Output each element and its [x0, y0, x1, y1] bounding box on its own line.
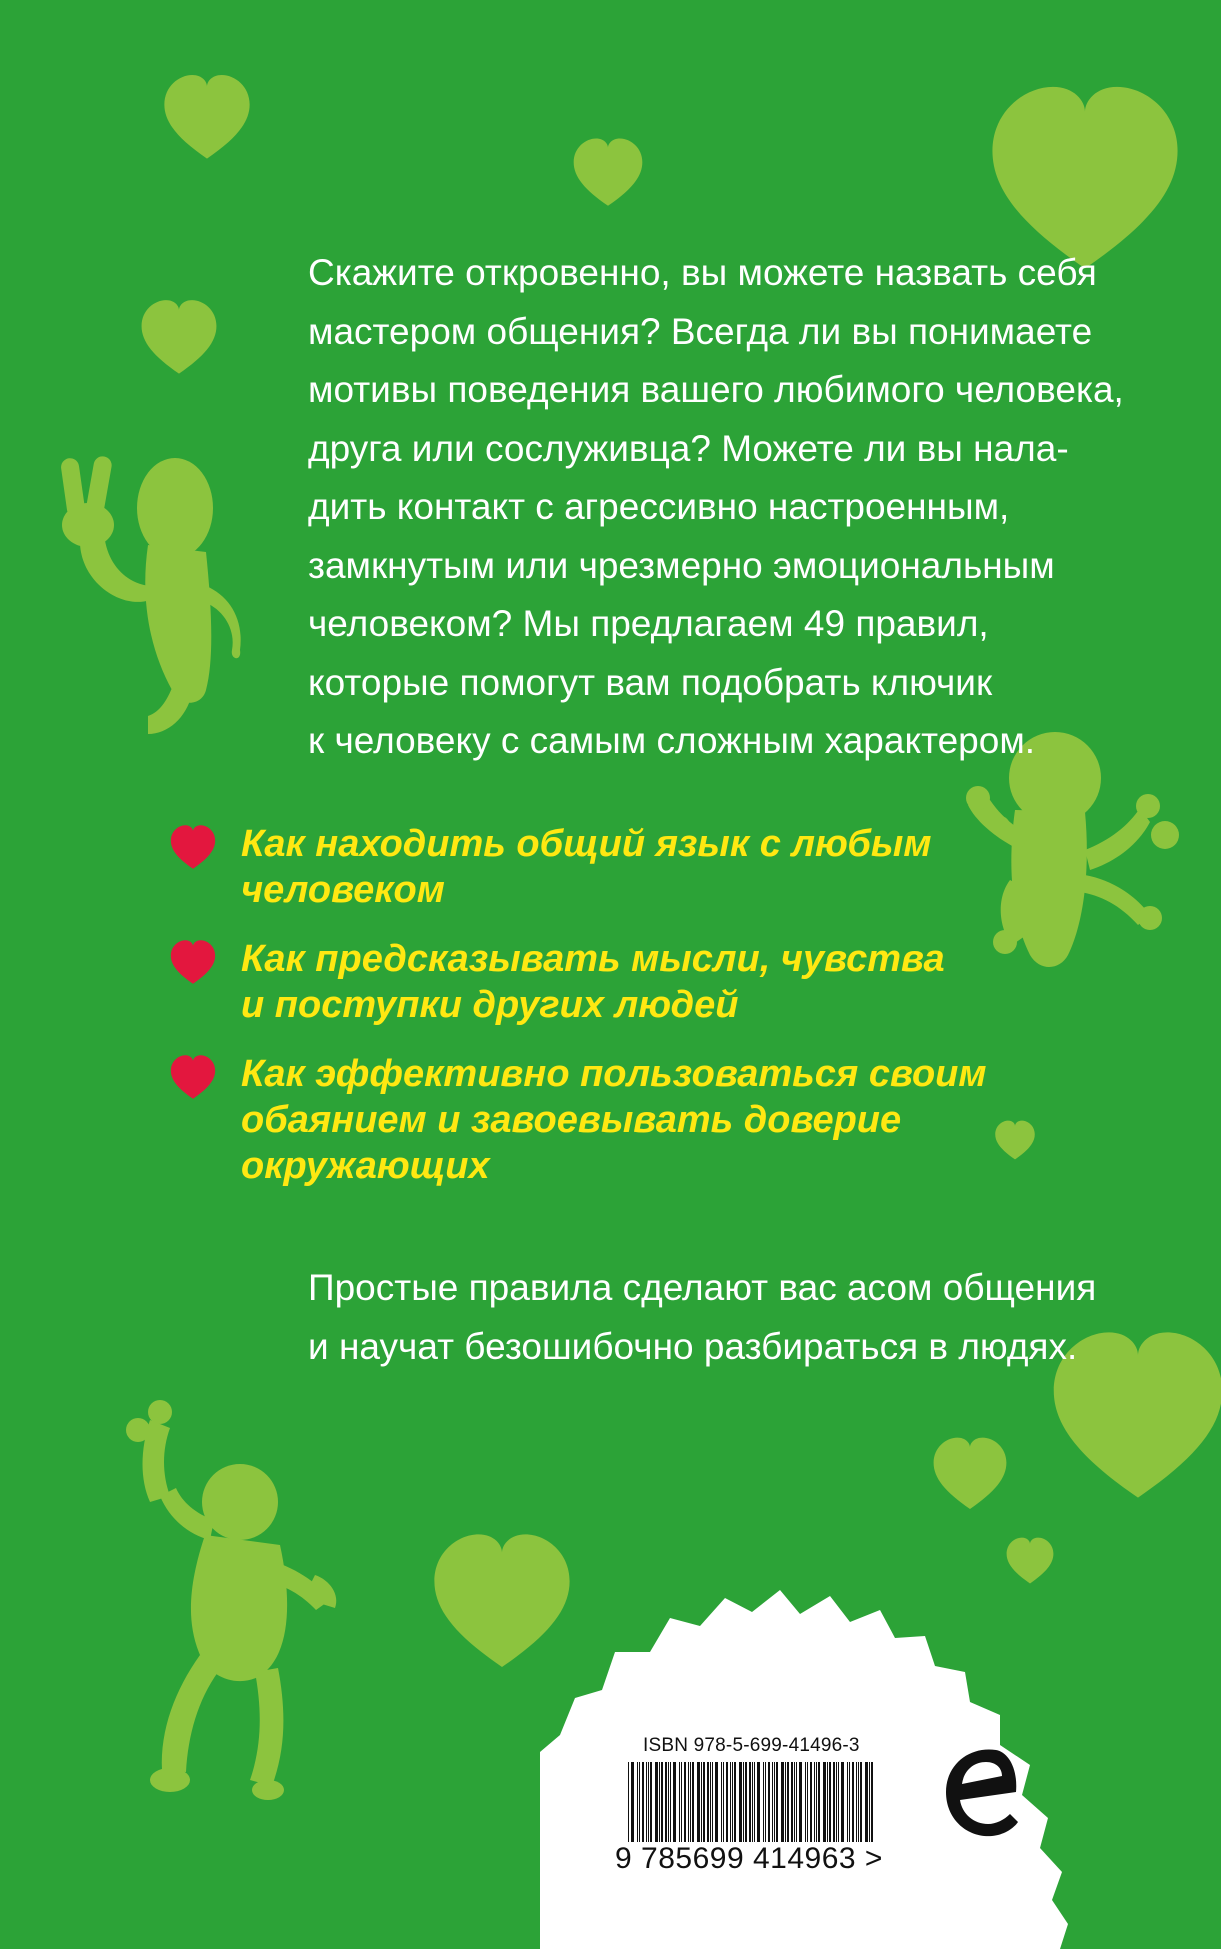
- intro-line: друга или сослуживца? Можете ли вы нала-: [308, 427, 1069, 469]
- intro-line: Скажите откровенно, вы можете назвать себя: [308, 252, 1097, 293]
- barcode-digits: 9 785699 414963 >: [612, 1842, 886, 1876]
- bullet-line: Как предсказывать мысли, чувства: [241, 938, 945, 980]
- heart-icon: [168, 824, 218, 870]
- bullet-line: Как находить общий язык с любым: [241, 823, 932, 865]
- bullet-text: [241, 1051, 1068, 1189]
- peace-sign-figure-icon: [60, 455, 241, 734]
- intro-line: мотивы поведения вашего любимого человека,: [308, 369, 1124, 410]
- decor-heart-icon: [142, 300, 217, 373]
- decor-heart-icon: [434, 1534, 569, 1667]
- bullet-line: человеком: [241, 869, 445, 911]
- intro-line: которые помогут вам подобрать ключик: [308, 661, 993, 703]
- list-item: [168, 1051, 1068, 1189]
- intro-line: дить контакт с агрессивно настроенным,: [308, 486, 1010, 527]
- list-item: [168, 821, 1068, 913]
- bullet-line: обаянием и завоевывать доверие: [241, 1099, 902, 1141]
- heart-icon: [168, 939, 218, 985]
- benefits-list: [168, 821, 1068, 1212]
- list-item: [168, 936, 1068, 1028]
- decor-heart-icon: [574, 138, 643, 205]
- outro-paragraph: [308, 1259, 1168, 1376]
- intro-paragraph: [308, 244, 1168, 771]
- intro-line: к человеку с самым сложным характером.: [308, 720, 1036, 761]
- isbn-label: ISBN 978-5-699-41496-3: [643, 1735, 860, 1756]
- decor-heart-icon: [164, 75, 249, 159]
- eksmo-logo-icon: [940, 1742, 1020, 1842]
- bullet-line: окружающих: [241, 1145, 490, 1187]
- bullet-text: [241, 821, 1068, 913]
- dancing-figure-icon: [126, 1400, 336, 1800]
- outro-line: и научат безошибочно разбираться в людях.: [308, 1325, 1078, 1367]
- bullet-line: и поступки других людей: [241, 984, 739, 1026]
- bullet-line: Как эффективно пользоваться своим: [241, 1053, 987, 1095]
- bullet-text: [241, 936, 1068, 1028]
- heart-icon: [168, 1054, 218, 1100]
- intro-line: мастером общения? Всегда ли вы понимаете: [308, 310, 1093, 352]
- decor-heart-icon: [992, 87, 1177, 269]
- outro-line: Простые правила сделают вас асом общения: [308, 1267, 1097, 1308]
- decor-heart-icon: [1007, 1538, 1054, 1584]
- intro-line: замкнутым или чрезмерно эмоциональным: [308, 544, 1055, 586]
- intro-line: человеком? Мы предлагаем 49 правил,: [308, 603, 989, 644]
- decor-heart-icon: [934, 1438, 1007, 1509]
